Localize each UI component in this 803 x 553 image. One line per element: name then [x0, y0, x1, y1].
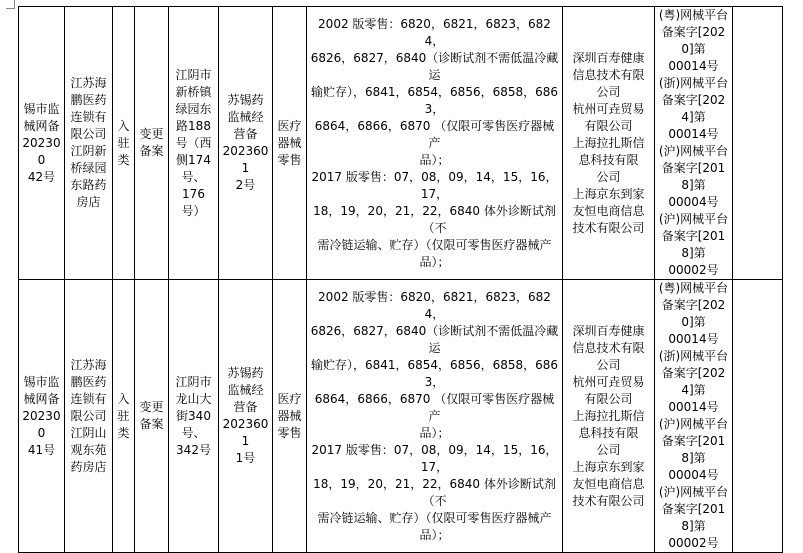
trailing-empty-cell — [733, 280, 783, 553]
cell-text-line: 342号 — [176, 442, 211, 457]
cell-text-line: 械网备 — [23, 391, 60, 406]
platform-company-cell — [563, 7, 655, 280]
cell-text-line: 6864，6866，6870 （仅限可零售医疗器械产 — [314, 118, 555, 150]
cell-text-line: 变更 — [139, 127, 164, 141]
cell-text-line: 176 — [182, 186, 205, 201]
cell-text-line: (浙)网械平台 — [658, 76, 729, 90]
platform-company-cell — [563, 280, 655, 553]
cell-text-line: 连锁有 — [70, 391, 107, 406]
cell-text-line: 公司 — [596, 357, 621, 372]
cell-text-line: 42号 — [27, 169, 56, 184]
cell-text-line: 江苏海 — [70, 76, 107, 90]
cell-text-line: 零售 — [277, 152, 302, 167]
cell-text-line: 2023601 — [222, 417, 269, 448]
trailing-empty-cell — [733, 7, 783, 280]
cell-text-line: 江苏海 — [70, 357, 107, 372]
cell-text-line: 驻 — [117, 408, 130, 423]
cell-text-line: 限公司 — [70, 127, 107, 141]
cell-text-line: 号） — [181, 203, 206, 218]
cell-text-line: 新桥镇 — [175, 84, 212, 99]
cell-text-line: 18，19，20，21，22，6840 体外诊断试剂（不 — [313, 476, 556, 508]
cell-text-line: 苏锡药 — [227, 366, 264, 380]
cell-text-line: 械网备 — [23, 118, 60, 133]
cell-text-line: 上海拉扎斯信 — [572, 135, 645, 150]
business-record-cell — [219, 280, 273, 553]
cell-text-line: 锡市监 — [23, 374, 60, 389]
cell-text-line: 零售 — [277, 425, 302, 440]
cell-text-line: 00004号 — [668, 195, 719, 209]
cell-text-line: 监械经 — [227, 110, 264, 124]
cell-text-line: (沪)网械平台 — [658, 417, 729, 431]
cell-text-line: 输贮存），6841，6854，6856，6858，6863， — [310, 84, 559, 116]
company-name-cell — [65, 7, 113, 280]
cell-text-line: 公司 — [596, 84, 621, 99]
cell-text-line: 江阴市 — [175, 67, 212, 82]
cell-text-line: 杭州可垚贸易 — [572, 374, 645, 389]
cell-text-line: 路188 — [176, 118, 211, 133]
cell-text-line: 品）； — [419, 527, 450, 542]
cell-text-line: 2号 — [235, 178, 256, 192]
cell-text-line: 备案字[2020]第 — [661, 298, 726, 329]
cell-text-line: 医疗 — [277, 391, 302, 406]
cell-text-line: (沪)网械平台 — [658, 212, 729, 226]
cell-text-line: 00014号 — [668, 59, 719, 73]
cell-text-line: 有限公司 — [584, 118, 633, 133]
cell-text-line: 00014号 — [668, 400, 719, 414]
cell-text-line: 信息技术有限 — [572, 67, 645, 82]
cell-text-line: 类 — [117, 425, 130, 440]
cell-text-line: 品）； — [419, 254, 450, 269]
cell-text-line: 连锁有 — [70, 110, 107, 124]
cell-text-line: 苏锡药 — [227, 93, 264, 107]
cell-text-line: 2002 版零售：6820，6821，6823，6824， — [318, 16, 551, 48]
cell-text-line: 品）； — [419, 425, 450, 440]
cell-text-line: 2023601 — [222, 144, 269, 175]
cell-text-line: 号、 — [181, 425, 206, 440]
cell-text-line: (粤)网械平台 — [658, 281, 729, 295]
cell-text-line: 友恒电商信息 — [572, 476, 645, 491]
cell-text-line: 息科技有限 — [578, 152, 639, 167]
cell-text-line: 2017 版零售：07，08，09，14，15，16，17， — [311, 442, 558, 474]
cell-text-line: 药房店 — [70, 459, 107, 474]
cell-text-line: 备案字[2018]第 — [661, 434, 726, 465]
cell-text-line: 6826，6827，6840（诊断试剂不需低温冷藏运 — [310, 323, 559, 355]
cell-text-line: 2002 版零售：6820，6821，6823，6824， — [318, 289, 551, 321]
cell-text-line: 入 — [117, 391, 130, 406]
business-category-cell — [273, 280, 307, 553]
cell-text-line: 上海京东到家 — [572, 186, 645, 201]
cell-text-line: 侧174 — [176, 152, 211, 167]
cell-text-line: 器械 — [277, 408, 302, 423]
cell-text-line: 备案字[2018]第 — [661, 229, 726, 260]
cell-text-line: 营备 — [233, 127, 258, 141]
cell-text-line: 202300 — [22, 135, 61, 167]
business-scope-cell — [307, 7, 563, 280]
margin-corner-mark — [6, 0, 15, 9]
cell-text-line: 上海拉扎斯信 — [572, 408, 645, 423]
entry-type-cell — [113, 7, 135, 280]
cell-text-line: 入 — [117, 118, 130, 133]
cell-text-line: 江阴新 — [70, 144, 107, 158]
registration-number-cell — [19, 7, 65, 280]
cell-text-line: 备案字[2024]第 — [661, 366, 726, 397]
cell-text-line: 备案字[2024]第 — [661, 93, 726, 124]
cell-text-line: 鹏医药 — [70, 374, 107, 389]
change-type-cell — [135, 7, 169, 280]
registration-table — [18, 6, 783, 553]
cell-text-line: 息科技有限 — [578, 425, 639, 440]
cell-text-line: 龙山大 — [175, 391, 212, 406]
business-record-cell — [219, 7, 273, 280]
cell-text-line: 输贮存），6841，6854，6856，6858，6863， — [310, 357, 559, 389]
cell-text-line: 备案字[2018]第 — [661, 502, 726, 533]
cell-text-line: 号、 — [181, 169, 206, 184]
cell-text-line: 00014号 — [668, 127, 719, 141]
address-cell — [169, 7, 219, 280]
cell-text-line: 限公司 — [70, 408, 107, 423]
table-row — [19, 7, 783, 280]
cell-text-line: 观东苑 — [70, 442, 107, 457]
cell-text-line: 驻 — [117, 135, 130, 150]
cell-text-line: 备案字[2020]第 — [661, 25, 726, 56]
cell-text-line: 街340 — [176, 408, 211, 423]
cell-text-line: 有限公司 — [584, 391, 633, 406]
cell-text-line: (粤)网械平台 — [658, 8, 729, 22]
cell-text-line: (浙)网械平台 — [658, 349, 729, 363]
cell-text-line: 2017 版零售：07，08，09，14，15，16，17， — [311, 169, 558, 201]
cell-text-line: 技术有限公司 — [572, 493, 645, 508]
cell-text-line: 深圳百寿健康 — [572, 50, 645, 65]
cell-text-line: 类 — [117, 152, 130, 167]
platform-filing-cell — [655, 7, 733, 280]
cell-text-line: 6864，6866，6870 （仅限可零售医疗器械产 — [314, 391, 555, 423]
cell-text-line: 00002号 — [668, 536, 719, 550]
cell-text-line: 号（西 — [175, 135, 212, 150]
cell-text-line: 东路药 — [70, 178, 107, 192]
cell-text-line: 杭州可垚贸易 — [572, 101, 645, 116]
cell-text-line: 信息技术有限 — [572, 340, 645, 355]
cell-text-line: 1号 — [235, 451, 256, 465]
cell-text-line: 营备 — [233, 400, 258, 414]
registration-number-cell — [19, 280, 65, 553]
cell-text-line: 00002号 — [668, 263, 719, 277]
cell-text-line: 公司 — [596, 169, 621, 184]
cell-text-line: 鹏医药 — [70, 93, 107, 107]
cell-text-line: 备案 — [139, 144, 164, 158]
cell-text-line: 技术有限公司 — [572, 220, 645, 235]
cell-text-line: 需冷链运输、贮存）（仅限可零售医疗器械产 — [317, 237, 552, 252]
table-row — [19, 280, 783, 553]
cell-text-line: 锡市监 — [23, 101, 60, 116]
platform-filing-cell — [655, 280, 733, 553]
cell-text-line: 变更 — [139, 400, 164, 414]
cell-text-line: 监械经 — [227, 383, 264, 397]
business-scope-cell — [307, 280, 563, 553]
cell-text-line: (沪)网械平台 — [658, 144, 729, 158]
cell-text-line: 41号 — [27, 442, 56, 457]
company-name-cell — [65, 280, 113, 553]
cell-text-line: 备案 — [139, 417, 164, 431]
cell-text-line: 00014号 — [668, 332, 719, 346]
cell-text-line: 房店 — [76, 195, 101, 209]
cell-text-line: 需冷链运输、贮存）（仅限可零售医疗器械产 — [317, 510, 552, 525]
cell-text-line: 上海京东到家 — [572, 459, 645, 474]
cell-text-line: 器械 — [277, 135, 302, 150]
cell-text-line: 00004号 — [668, 468, 719, 482]
entry-type-cell — [113, 280, 135, 553]
cell-text-line: 202300 — [22, 408, 61, 440]
address-cell — [169, 280, 219, 553]
cell-text-line: 桥绿园 — [70, 161, 107, 175]
cell-text-line: 江阴山 — [70, 425, 107, 440]
cell-text-line: 医疗 — [277, 118, 302, 133]
cell-text-line: 品）； — [419, 152, 450, 167]
cell-text-line: 深圳百寿健康 — [572, 323, 645, 338]
cell-text-line: 友恒电商信息 — [572, 203, 645, 218]
cell-text-line: 备案字[2018]第 — [661, 161, 726, 192]
business-category-cell — [273, 7, 307, 280]
cell-text-line: 公司 — [596, 442, 621, 457]
cell-text-line: (沪)网械平台 — [658, 485, 729, 499]
change-type-cell — [135, 280, 169, 553]
cell-text-line: 绿园东 — [175, 101, 212, 116]
cell-text-line: 18，19，20，21，22，6840 体外诊断试剂（不 — [313, 203, 556, 235]
cell-text-line: 江阴市 — [175, 374, 212, 389]
cell-text-line: 6826，6827，6840（诊断试剂不需低温冷藏运 — [310, 50, 559, 82]
